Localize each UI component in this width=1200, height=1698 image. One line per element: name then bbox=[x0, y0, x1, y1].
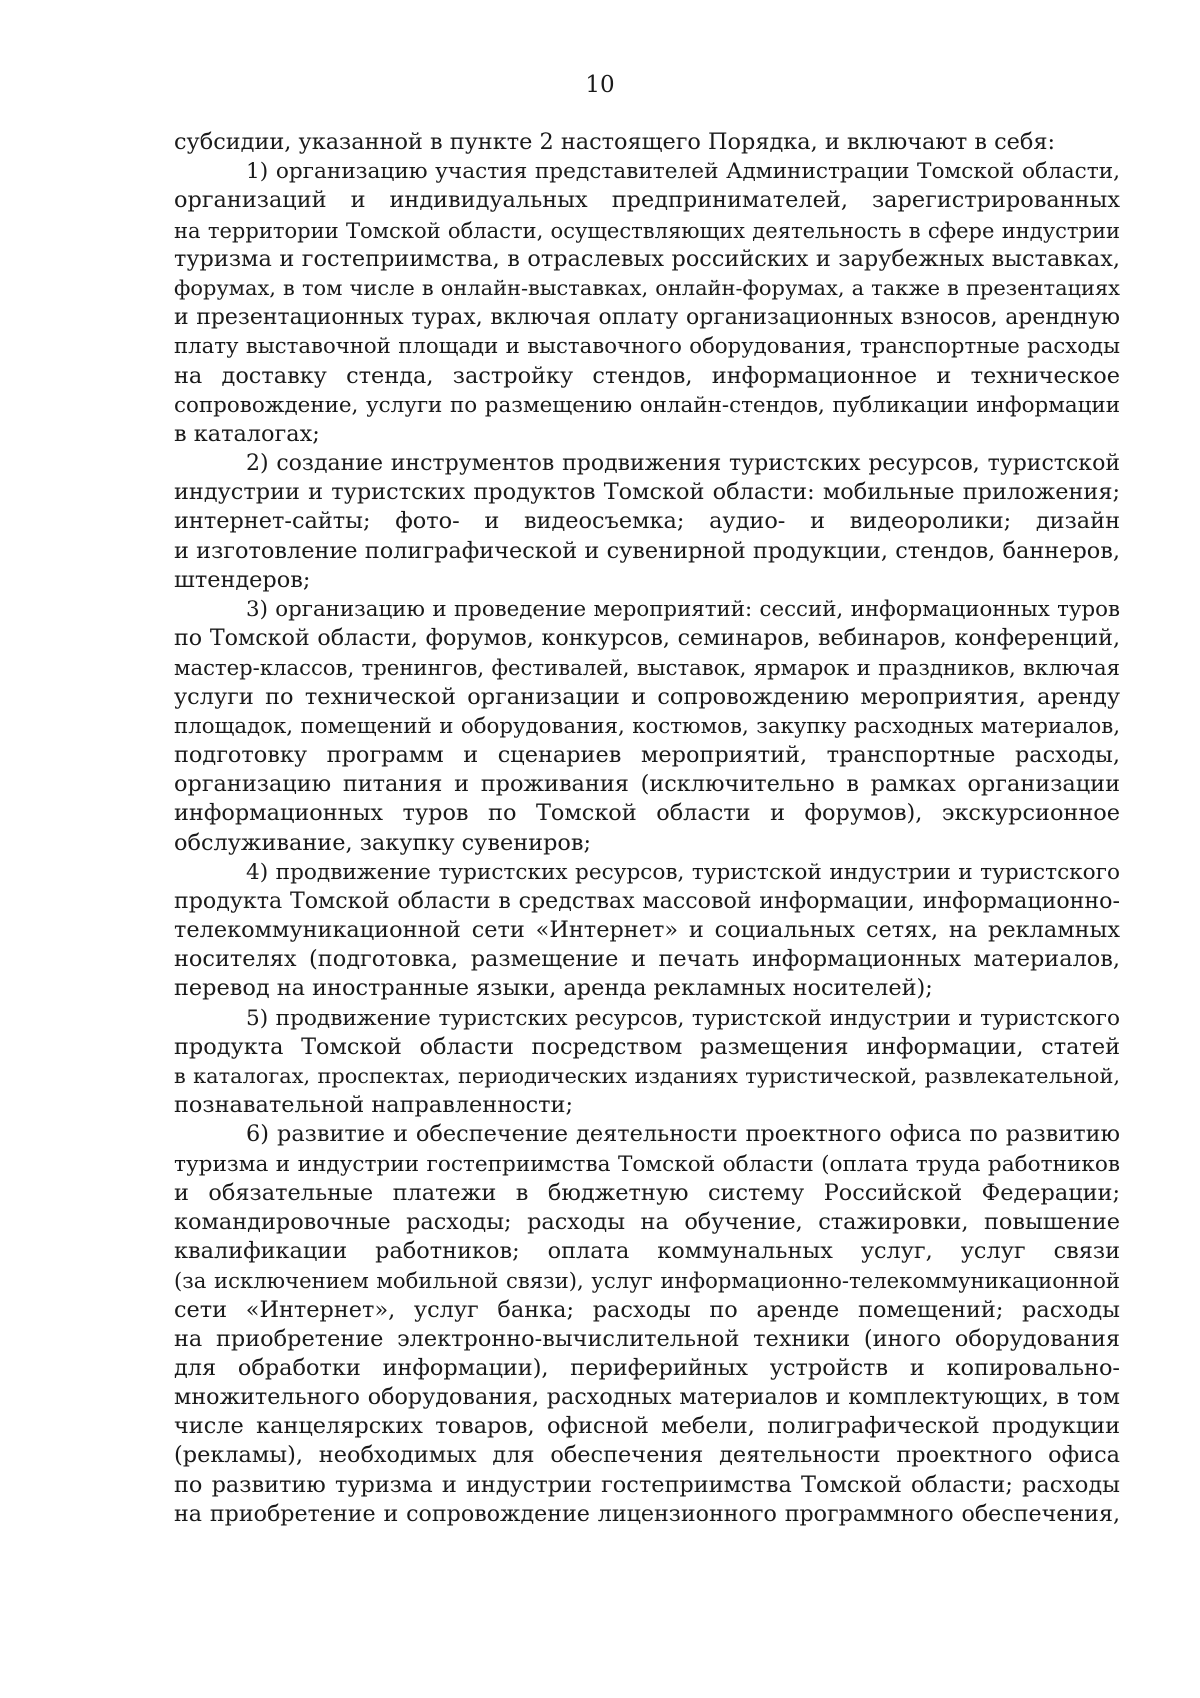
text-line: туризма и гостеприимства, в отраслевых российских и зарубежных выставках, bbox=[174, 245, 1120, 272]
text-line: 2) создание инструментов продвижения туристских ресурсов, туристской bbox=[246, 451, 1120, 477]
document-text bbox=[174, 128, 1120, 1529]
text-line: и презентационных турах, включая оплату организационных взносов, арендную bbox=[174, 305, 1120, 331]
text-line: на приобретение и сопровождение лицензионного программного обеспечения, bbox=[174, 1500, 1120, 1527]
text-line: организацию питания и проживания (исключительно в рамках организации bbox=[174, 771, 1120, 798]
page-number: 10 bbox=[585, 72, 615, 98]
text-line: сети «Интернет», услуг банка; расходы по аренде помещений; расходы bbox=[174, 1296, 1120, 1323]
text-line: для обработки информации), периферийных устройств и копировально- bbox=[174, 1354, 1120, 1381]
text-line: обслуживание, закупку сувениров; bbox=[174, 829, 592, 856]
text-line: интернет-сайты; фото- и видеосъемка; аудио- и видеоролики; дизайн bbox=[174, 508, 1120, 535]
text-line: продукта Томской области посредством размещения информации, статей bbox=[174, 1033, 1120, 1060]
text-line: субсидии, указанной в пункте 2 настоящего Порядка, и включают в себя: bbox=[174, 129, 1056, 155]
text-line: на территории Томской области, осуществляющих деятельность в сфере индустрии bbox=[174, 217, 1120, 243]
text-line: плату выставочной площади и выставочного оборудования, транспортные расходы bbox=[174, 334, 1120, 360]
text-line: 3) организацию и проведение мероприятий: сессий, информационных туров bbox=[246, 597, 1120, 622]
text-line: командировочные расходы; расходы на обучение, стажировки, повышение bbox=[174, 1208, 1120, 1235]
text-line: организаций и индивидуальных предпринимателей, зарегистрированных bbox=[174, 187, 1120, 214]
text-line: на приобретение электронно-вычислительной техники (иного оборудования bbox=[174, 1325, 1120, 1352]
text-line: квалификации работников; оплата коммунальных услуг, услуг связи bbox=[174, 1238, 1120, 1265]
text-line: по Томской области, форумов, конкурсов, семинаров, вебинаров, конференций, bbox=[174, 625, 1120, 652]
text-line: телекоммуникационной сети «Интернет» и социальных сетях, на рекламных bbox=[174, 917, 1120, 944]
text-line: познавательной направленности; bbox=[174, 1092, 574, 1119]
text-line: на доставку стенда, застройку стендов, информационное и техническое bbox=[174, 362, 1120, 389]
text-line: 1) организацию участия представителей Администрации Томской области, bbox=[246, 159, 1120, 185]
text-line: 4) продвижение туристских ресурсов, туристской индустрии и туристского bbox=[246, 859, 1120, 885]
text-line: продукта Томской области в средствах массовой информации, информационно- bbox=[174, 887, 1120, 914]
text-line: по развитию туризма и индустрии гостеприимства Томской области; расходы bbox=[174, 1471, 1120, 1498]
text-line: подготовку программ и сценариев мероприятий, транспортные расходы, bbox=[174, 741, 1120, 768]
text-line: услуги по технической организации и сопровождению мероприятия, аренду bbox=[174, 683, 1120, 710]
text-line: (рекламы), необходимых для обеспечения деятельности проектного офиса bbox=[174, 1442, 1120, 1469]
text-line: индустрии и туристских продуктов Томской области: мобильные приложения; bbox=[174, 479, 1120, 506]
text-line: площадок, помещений и оборудования, костюмов, закупку расходных материалов, bbox=[174, 713, 1120, 739]
text-line: 5) продвижение туристских ресурсов, туристской индустрии и туристского bbox=[246, 1005, 1120, 1031]
text-line: носителях (подготовка, размещение и печать информационных материалов, bbox=[174, 946, 1120, 973]
text-line: штендеров; bbox=[174, 566, 311, 593]
text-line: и изготовление полиграфической и сувенирной продукции, стендов, баннеров, bbox=[174, 537, 1120, 564]
text-line: множительного оборудования, расходных материалов и комплектующих, в том bbox=[174, 1384, 1120, 1411]
text-line: числе канцелярских товаров, офисной мебели, полиграфической продукции bbox=[174, 1413, 1120, 1440]
text-line: сопровождение, услуги по размещению онлайн-стендов, публикации информации bbox=[174, 392, 1120, 418]
text-line: в каталогах; bbox=[174, 420, 320, 447]
text-line: туризма и индустрии гостеприимства Томской области (оплата труда работников bbox=[174, 1151, 1120, 1177]
text-line: в каталогах, проспектах, периодических изданиях туристической, развлекательной, bbox=[174, 1064, 1120, 1088]
text-line: информационных туров по Томской области и форумов), экскурсионное bbox=[174, 800, 1120, 827]
text-line: перевод на иностранные языки, аренда рекламных носителей); bbox=[174, 975, 933, 1002]
text-line: мастер-классов, тренингов, фестивалей, выставок, ярмарок и праздников, включая bbox=[174, 655, 1120, 681]
text-line: форумах, в том числе в онлайн-выставках, онлайн-форумах, а также в презентациях bbox=[174, 275, 1120, 300]
text-line: 6) развитие и обеспечение деятельности проектного офиса по развитию bbox=[246, 1121, 1120, 1148]
text-line: (за исключением мобильной связи), услуг информационно-телекоммуникационной bbox=[174, 1268, 1120, 1294]
text-line: и обязательные платежи в бюджетную систему Российской Федерации; bbox=[174, 1179, 1120, 1206]
